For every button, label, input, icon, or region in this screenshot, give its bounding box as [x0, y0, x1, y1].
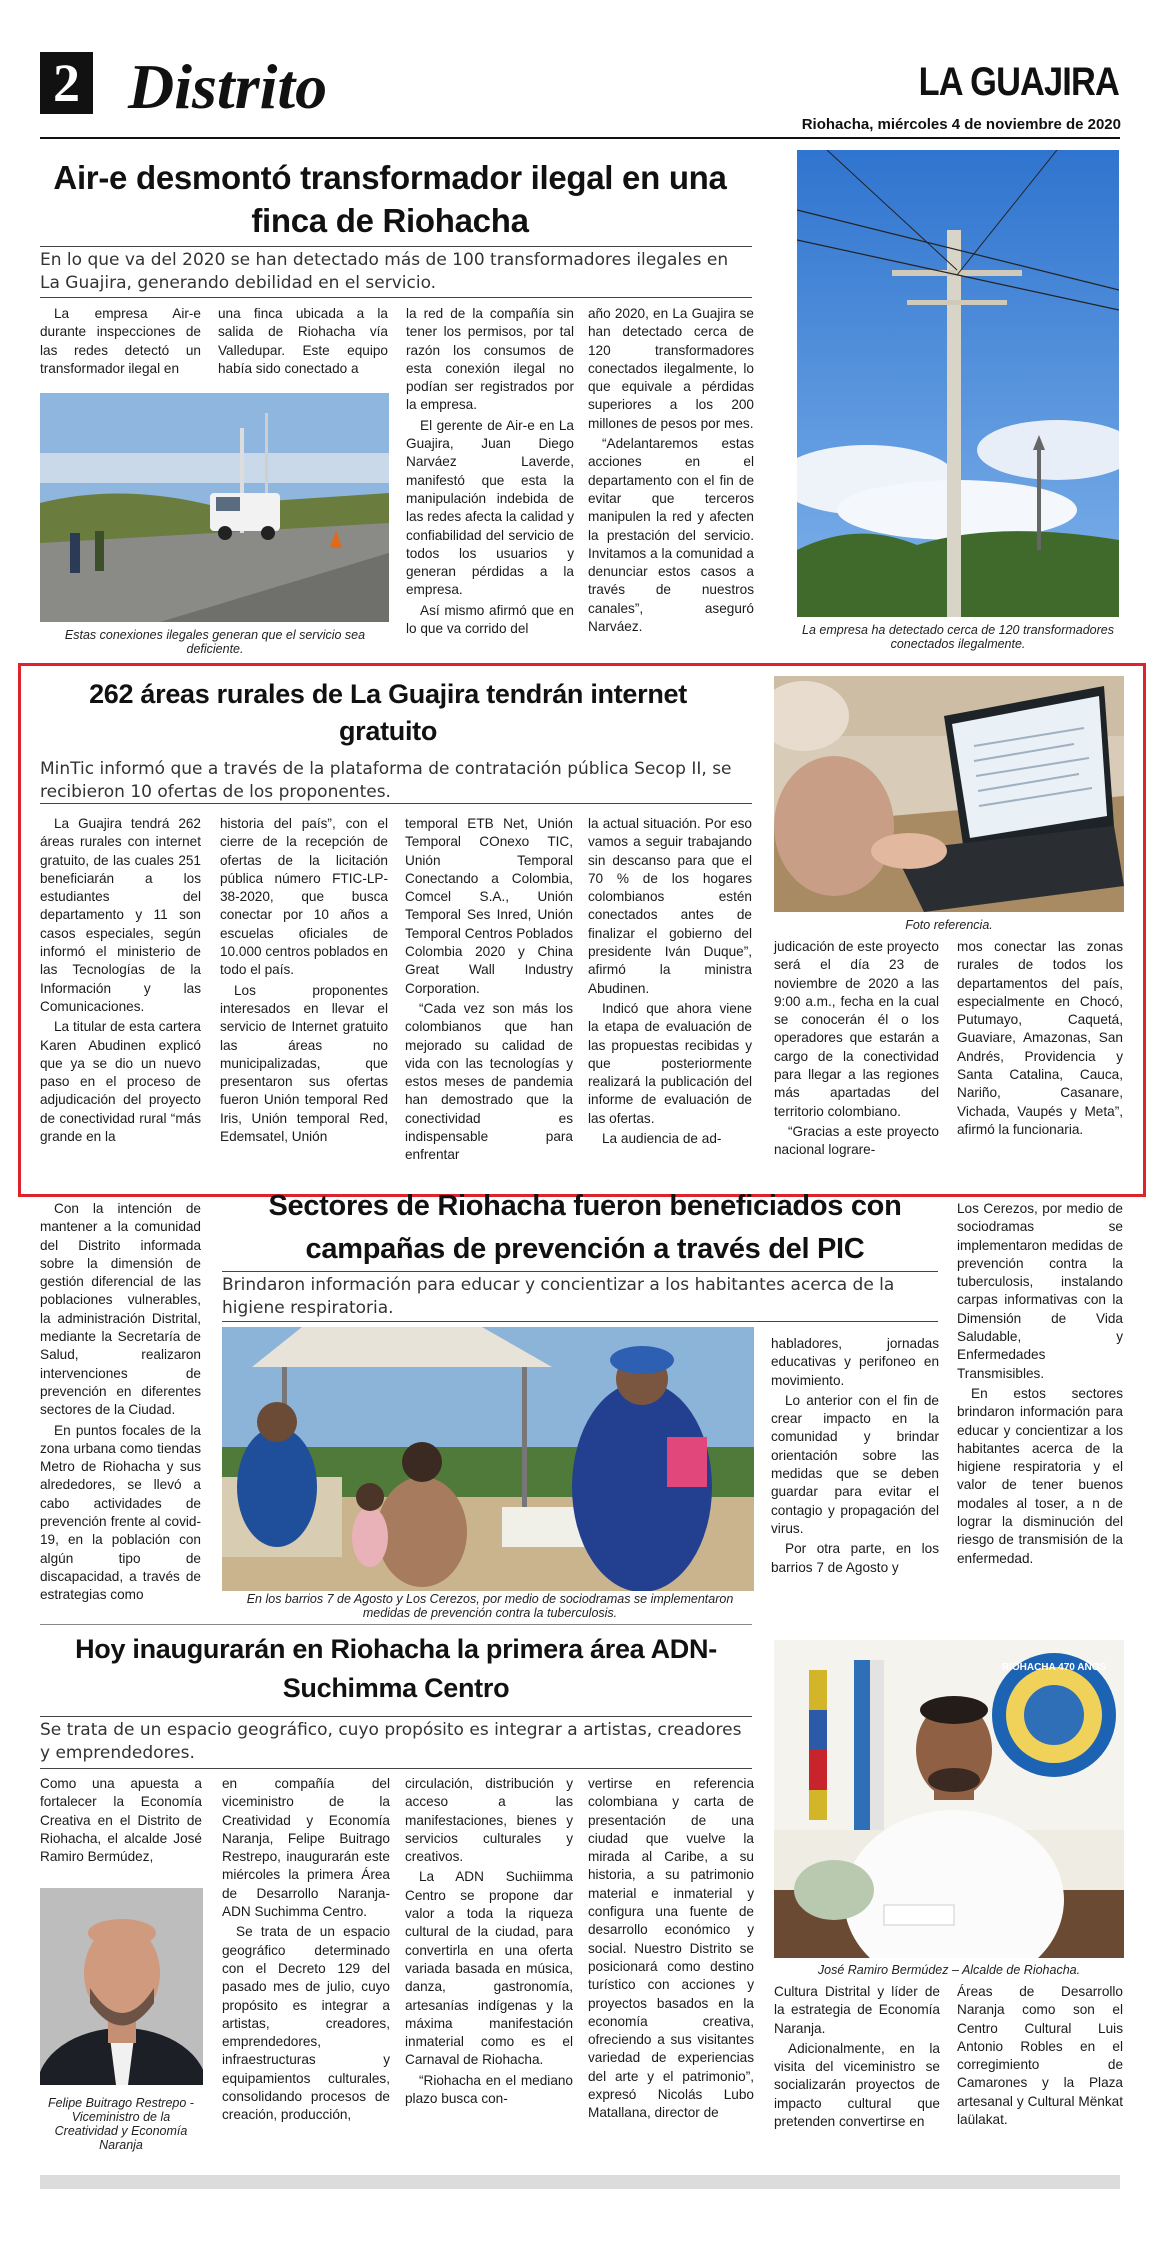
article4-col3	[405, 1775, 573, 2108]
article2-col3-text1: temporal ETB Net, Unión Temporal COnexo TIC, Unión Temporal Conectando a Colombia, Comcel S.A., Unión Temporal Ses Inred, Unión Temporal Centros Poblados Colombia 2020 y China Great Wall Industry Corporation.	[405, 816, 573, 996]
article3-col1	[40, 1200, 201, 1605]
issue-date: Riohacha, miércoles 4 de noviembre de 2020	[801, 116, 1121, 133]
article1-rule-bottom	[40, 297, 752, 298]
article1-headline: Air-e desmontó transformador ilegal en una finca de Riohacha	[53, 159, 727, 239]
article3-deck: Brindaron información para educar y concientizar a los habitantes acerca de la higiene respiratoria.	[222, 1275, 895, 1318]
article1-col1	[40, 305, 201, 378]
article2-col5	[774, 938, 939, 1160]
page-number: 2	[53, 53, 80, 113]
article2-col1	[40, 815, 201, 1146]
article4-col3-text3: “Riohacha en el mediano plazo busca con-	[405, 2072, 573, 2107]
article4-col2-text1: en compañía del viceministro de la Creatividad y Economía Naranja, Felipe Buitrago Restrepo, inaugurarán este miércoles la primera Área de Desarrollo Naranja- ADN Suchimma Centro.	[222, 1776, 390, 1920]
article3-photo-health	[222, 1327, 754, 1591]
article1-photo-road	[40, 393, 389, 622]
article2-col6-text1: mos conectar las zonas rurales de todos los departamentos del país, especialmente en Chocó, Putumayo, Caquetá, Guaviare, Amazonas, San Andrés, Providencia y Santa Catalina, Cauca, Nariño, Casanare, Vichada, Vaupés y Meta”, afirmó la funcionaria.	[957, 939, 1123, 1137]
article2-col5-text1: judicación de este proyecto será el día 23 de noviembre de 2020 a las 9:00 a.m., fecha en la cual se conocerán él o los operadores que estarán a cargo de la conectividad para llegar a las regiones más apartadas del territorio colombiano.	[774, 939, 939, 1119]
article2-deck: MinTic informó que a través de la plataforma de contratación pública Secop II, se recibieron 10 ofertas de los proponentes.	[40, 759, 732, 802]
article4-col3-text2: La ADN Suchiimma Centro se propone dar valor a toda la riqueza cultural de la ciudad, para convertirla en una oferta variada basada en música, danza, gastronomía, artesanías indígenas y la máxima manifestación inmaterial como es el Carnaval de Riohacha.	[405, 1869, 573, 2068]
article2-col2-text1: historia del país”, con el cierre de la recepción de ofertas de la licitación pública número FTIC-LP-38-2020, que busca conectar por 10 años a escuelas oficiales de 10.000 centros poblados en todo el país.	[220, 816, 388, 978]
article1-col1-text: La empresa Air-e durante inspecciones de las redes detectó un transformador ilegal en	[40, 306, 201, 376]
article1-col2-text: una finca ubicada a la salida de Riohacha vía Valledupar. Este equipo había sido conectado a	[218, 306, 388, 376]
article3-col3-text2: En estos sectores brindaron información para educar y concientizar a los habitantes acerca de la higiene respiratoria y el valor de tener buenos modales al toser, a n de lograr la disminución del riesgo de transmisión de la enfermedad.	[957, 1385, 1123, 1566]
article1-col3-text3: Así mismo afirmó que en lo que va corrido del	[406, 602, 574, 637]
brand-logo: LA GUAJIRA	[918, 60, 1119, 104]
article1-col3	[406, 305, 574, 638]
article2-rule	[40, 803, 752, 804]
article3-col2-text2: Lo anterior con el fin de crear impacto en la comunidad y brindar orientación sobre las medidas que se deben guardar para evitar el contagio y propagación del virus.	[771, 1392, 939, 1536]
article2-col1-text2: La titular de esta cartera Karen Abudinen explicó que ya se dio un nuevo paso en el proceso de adjudicación del proyecto de conectividad rural “más grande en la	[40, 1019, 201, 1145]
article4-col6	[957, 1983, 1123, 2129]
article4-col5	[774, 1983, 940, 2131]
article4-col1	[40, 1775, 202, 1866]
article4-col5-text1: Cultura Distrital y líder de la estrategia de Economía Naranja.	[774, 1984, 940, 2036]
article1-col3-text1: la red de la compañía sin tener los permisos, por tal razón los consumos de esta conexión ilegal no podían ser registrados por la empresa.	[406, 306, 574, 413]
article2-headline: 262 áreas rurales de La Guajira tendrán internet gratuito	[89, 679, 687, 746]
article4-col6-text1: Áreas de Desarrollo Naranja como son el Centro Cultural Luis Antonio Robles en el corregimiento de Camarones y la Plaza artesanal y Cultural Mënkat laülakat.	[957, 1984, 1123, 2128]
article3-headline: Sectores de Riohacha fueron beneficiados con campañas de prevención a través del PIC	[268, 1190, 902, 1265]
article4-rule-top	[40, 1716, 752, 1717]
article1-col4	[588, 305, 754, 636]
article4-headline: Hoy inaugurarán en Riohacha la primera área ADN- Suchimma Centro	[75, 1634, 717, 1703]
article4-col2	[222, 1775, 390, 2125]
article1-deck: En lo que va del 2020 se han detectado más de 100 transformadores ilegales en La Guajira, generando debilidad en el servicio.	[40, 250, 729, 293]
article3-col1-text2: En puntos focales de la zona urbana como tiendas Metro de Riohacha y sus alrededores, se llevó a cabo actividades de prevención frente al covid-19, en la población con algún tipo de discapacidad, a través de estrategias como	[40, 1422, 201, 1603]
article2-col3-text2: “Cada vez son más los colombianos que han mejorado su calidad de vida con las tecnologías y estos meses de pandemia han demostrado que la conectividad es indispensable para enfrentar	[405, 1000, 573, 1163]
article2-col5-text2: “Gracias a este proyecto nacional lograre-	[774, 1123, 939, 1158]
article4-col1-text1: Como una apuesta a fortalecer la Economía Creativa en el Distrito de Riohacha, el alcalde José Ramiro Bermúdez,	[40, 1776, 202, 1865]
article3-col3	[957, 1200, 1123, 1568]
article2-photo-laptop	[774, 676, 1124, 912]
article3-col2	[771, 1335, 939, 1577]
article3-caption: En los barrios 7 de Agosto y Los Cerezos, por medio de sociodramas se implementaron medidas de prevención contra la tuberculosis.	[246, 1592, 734, 1620]
article4-col3-text1: circulación, distribución y acceso a las manifestaciones, bienes y servicios culturales y creativos.	[405, 1776, 573, 1865]
article4-col4	[588, 1775, 754, 2123]
article2-col4-text2: Indicó que ahora viene la etapa de evaluación de las propuestas recibidas y que posteriormente realizará la publicación del informe de evaluación de las ofertas.	[588, 1000, 752, 1126]
article2-col4-text1: la actual situación. Por eso vamos a seguir trabajando sin descanso para que el 70 % de los hogares colombianos estén conectados antes de finalizar el gobierno del presidente Iván Duque”, afirmó la ministra Abudinen.	[588, 816, 752, 996]
article3-col3-text1: Los Cerezos, por medio de sociodramas se implementaron medidas de prevención contra la tuberculosis, instalando carpas informativas con la Dimensión de Vida Saludable, y Enfermedades Transmisibles.	[957, 1201, 1123, 1381]
article1-photo-pole	[797, 150, 1119, 617]
article2-caption: Foto referencia.	[905, 918, 993, 932]
masthead-rule	[40, 137, 1120, 139]
mayor-seal-text: RIOHACHA 470 AÑOS	[1001, 1662, 1107, 1673]
article4-col4-text1: vertirse en referencia colombiana y carta de presentación de una ciudad que vuelve la mirada al Caribe, a su historia, a su patrimonio material e inmaterial y configura una fuente de desarrollo económico y social. Nuestro Distrito se posicionará como destino turístico con acciones y proyectos basados en la economía creativa, ofreciendo a sus visitantes variedad de experiencias del arte y el patrimonio”, expresó Nicolás Lubo Matallana, director de	[588, 1776, 754, 2121]
article4-rule-bottom	[40, 1768, 752, 1769]
article4-caption-left: Felipe Buitrago Restrepo - Viceministro de la Creatividad y Economía Naranja	[48, 2096, 194, 2152]
article3-col1-text1: Con la intención de mantener a la comunidad del Distrito informada sobre la dimensión de gestión diferencial de las poblaciones vulnerables, la administración Distrital, mediante la Secretaría de Salud, realizaron intervenciones de prevención en diferentes sectores de la Ciudad.	[40, 1201, 201, 1418]
article4-caption-right: José Ramiro Bermúdez – Alcalde de Riohacha.	[817, 1963, 1081, 1977]
article4-photo-viceminister	[40, 1888, 203, 2085]
article3-col2-text3: Por otra parte, en los barrios 7 de Agosto y	[771, 1541, 939, 1575]
article2-col4	[588, 815, 752, 1148]
section-title: Distrito	[128, 51, 328, 122]
article4-divider	[40, 1624, 752, 1625]
article4-deck: Se trata de un espacio geográfico, cuyo propósito es integrar a artistas, creadores y emprendedores.	[40, 1720, 742, 1763]
article2-col2	[220, 815, 388, 1146]
article3-col2-text1: habladores, jornadas educativas y perifoneo en movimiento.	[771, 1336, 939, 1388]
article3-rule-bottom	[222, 1321, 938, 1322]
article2-col4-text3: La audiencia de ad-	[602, 1131, 722, 1147]
article4-col2-text2: Se trata de un espacio geográfico determinado con el Decreto 129 del pasado mes de julio, cuyo propósito es integrar a artistas, creadores, emprendedores, infraestructuras y equipamientos culturales, consolidando procesos de creación, producción,	[222, 1924, 390, 2123]
article1-rule-top	[40, 246, 752, 247]
article1-col3-text2: El gerente de Air-e en La Guajira, Juan Diego Narváez Laverde, manifestó que esta la manipulación indebida de las redes afecta la calidad y confiabilidad del servicio de todos los usuarios y generan pérdidas a la empresa.	[406, 417, 574, 598]
article3-rule-top	[222, 1271, 938, 1272]
article1-col2	[218, 305, 388, 378]
article2-col1-text1: La Guajira tendrá 262 áreas rurales con internet gratuito, de las cuales 251 beneficiarán a los estudiantes del departamento y 11 son casos especiales, según informó el ministerio de las Tecnologías de la Información y las Comunicaciones.	[40, 816, 201, 1014]
article1-col4-text1: año 2020, en La Guajira se han detectado cerca de 120 transformadores conectados ilegalmente, lo que equivale a pérdidas superiores a los 200 millones de pesos por mes.	[588, 306, 754, 431]
article1-caption-left: Estas conexiones ilegales generan que el servicio sea deficiente.	[64, 628, 366, 656]
article4-col5-text2: Adicionalmente, en la visita del viceministro se socializarán proyectos de impacto cultural que pretenden convertirse en	[774, 2040, 940, 2130]
article2-col3	[405, 815, 573, 1165]
footer-bar	[40, 2175, 1120, 2189]
article2-col6	[957, 938, 1123, 1139]
article2-col2-text2: Los proponentes interesados en llevar el servicio de Internet gratuito las áreas no municipalizadas, que presentaron sus ofertas fueron Unión temporal Red Iris, Unión temporal Red, Edemsatel, Unión	[220, 982, 388, 1145]
article4-photo-mayor	[774, 1640, 1124, 1958]
article1-col4-text2: “Adelantaremos estas acciones en el departamento con el fin de evitar que terceros manipulen la red y afecten la prestación del servicio. Invitamos a la comunidad a denunciar estos casos a través de nuestros canales”, aseguró Narváez.	[588, 436, 754, 635]
article1-caption-right: La empresa ha detectado cerca de 120 transformadores conectados ilegalmente.	[802, 623, 1114, 651]
